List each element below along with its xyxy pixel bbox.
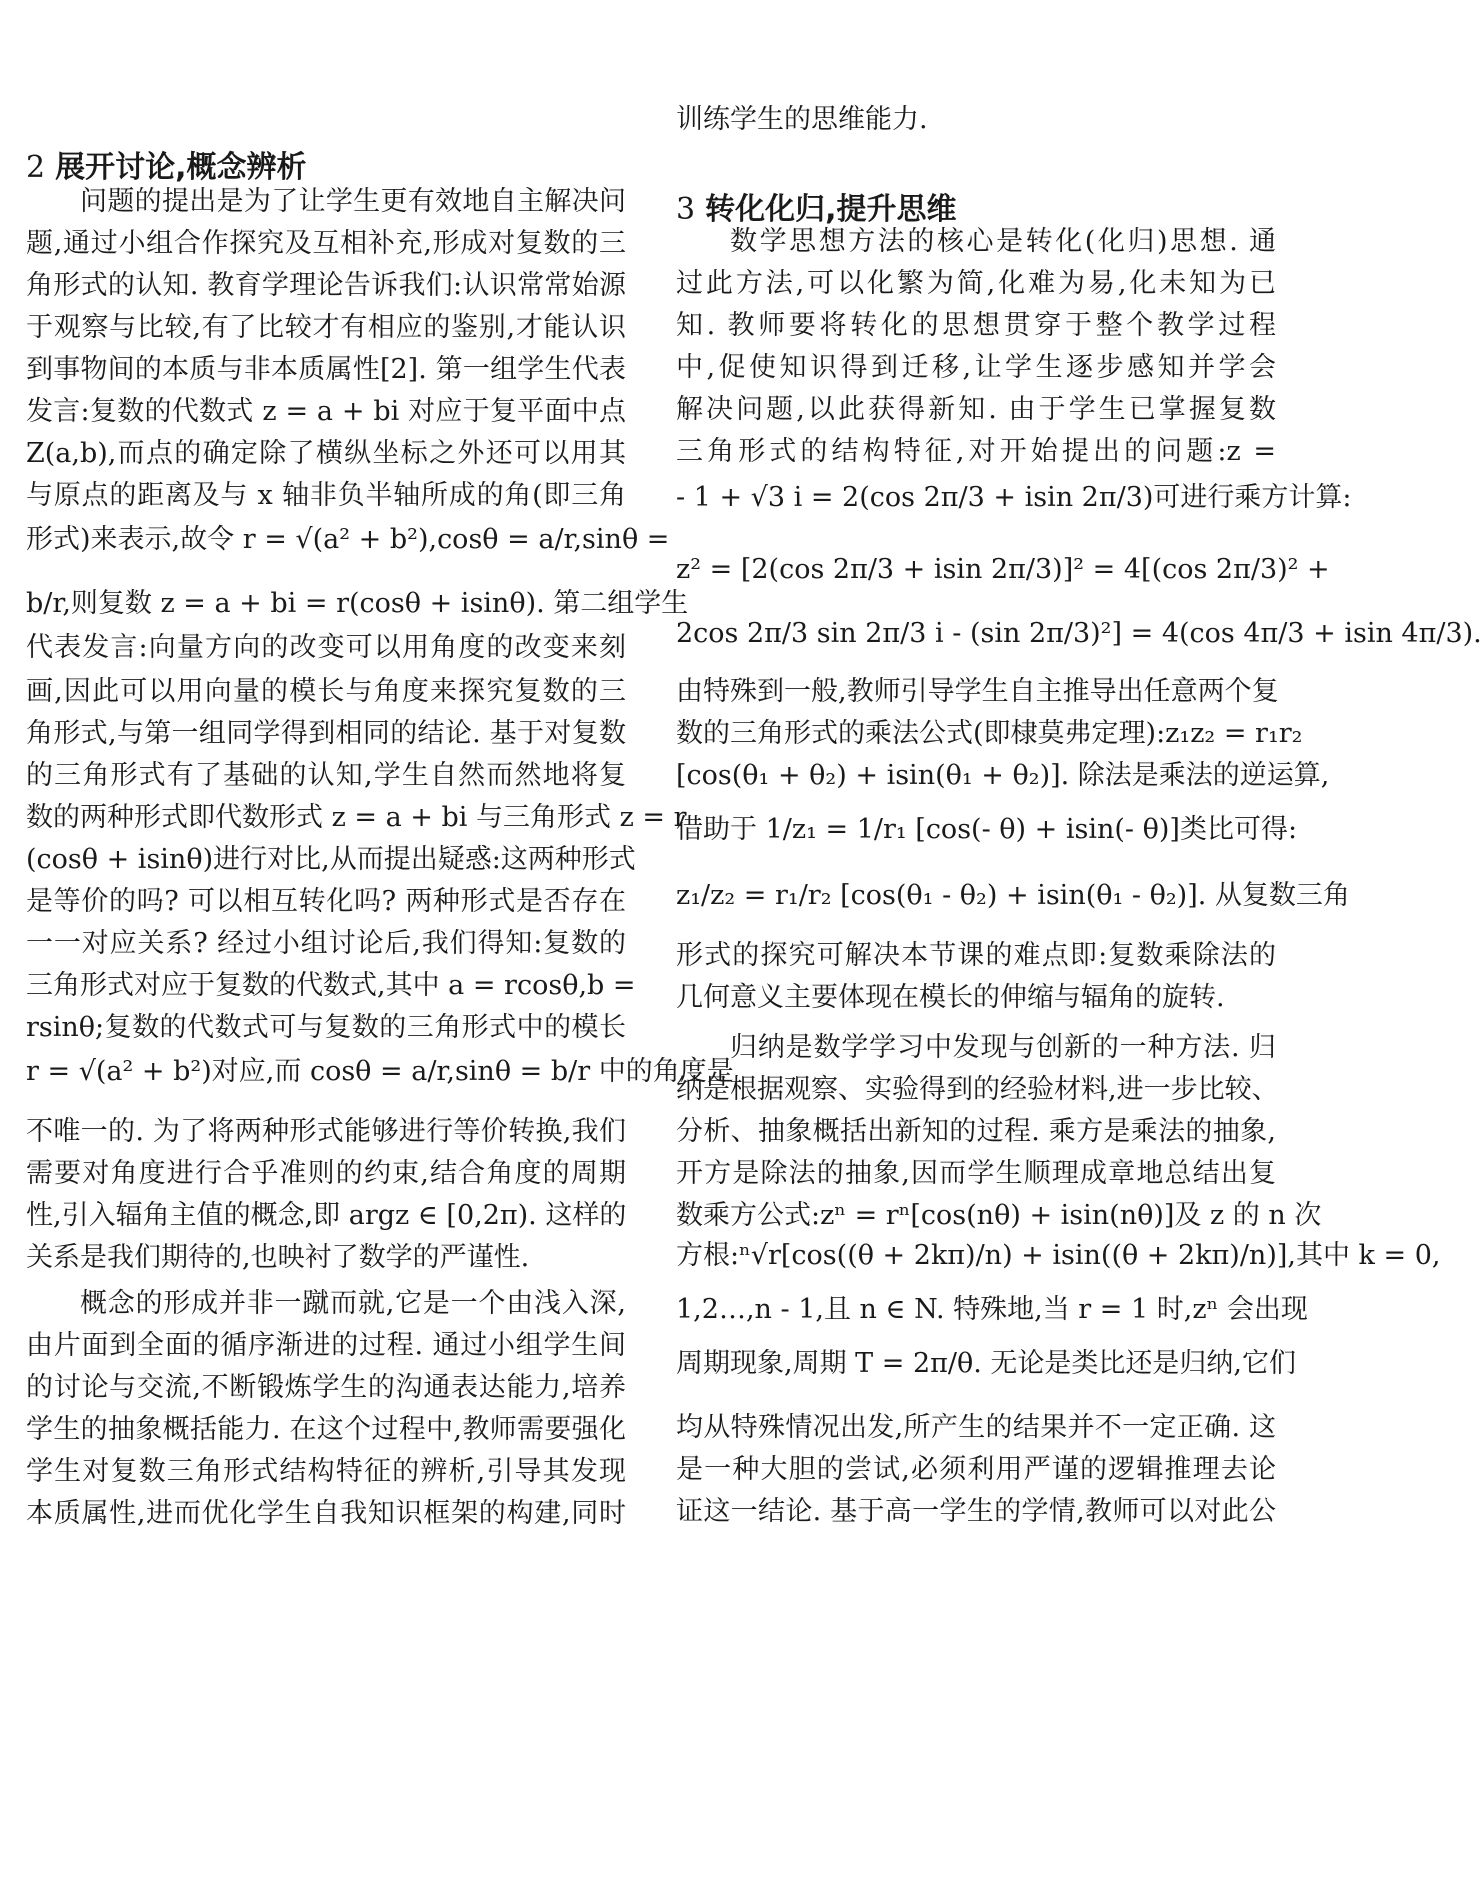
text-line: 分析、抽象概括出新知的过程. 乘方是乘法的抽象, (676, 1116, 1276, 1147)
text-line: z² = [2(cos 2π/3 + isin 2π/3)]² = 4[(cos 2π/3)² + (676, 554, 1330, 585)
text-line: 需要对角度进行合乎准则的约束,结合角度的周期 (26, 1158, 626, 1189)
text-line: 学生的抽象概括能力. 在这个过程中,教师需要强化 (26, 1414, 626, 1445)
section-title: 转化化归,提升思维 (705, 192, 957, 227)
text-line: 归纳是数学学习中发现与创新的一种方法. 归 (730, 1032, 1276, 1063)
text-line: 是一种大胆的尝试,必须利用严谨的逻辑推理去论 (676, 1454, 1276, 1485)
text-line: 本质属性,进而优化学生自我知识框架的构建,同时 (26, 1498, 626, 1529)
text-line: 几何意义主要体现在模长的伸缩与辐角的旋转. (676, 982, 1225, 1013)
text-line: 借助于 1/z₁ = 1/r₁ [cos(- θ) + isin(- θ)]类比可得: (676, 814, 1298, 845)
text-line: - 1 + √3 i = 2(cos 2π/3 + isin 2π/3)可进行乘方计算: (676, 482, 1352, 513)
section-number: 2 (26, 150, 46, 185)
text-line: 数乘方公式:zⁿ = rⁿ[cos(nθ) + isin(nθ)]及 z 的 n 次 (676, 1200, 1322, 1231)
text-line: 数的两种形式即代数形式 z = a + bi 与三角形式 z = r (26, 802, 687, 833)
text-line: 题,通过小组合作探究及互相补充,形成对复数的三 (26, 228, 626, 259)
text-line: 训练学生的思维能力. (676, 104, 928, 135)
text-line: 纳是根据观察、实验得到的经验材料,进一步比较、 (676, 1074, 1279, 1105)
text-line: 知. 教师要将转化的思想贯穿于整个教学过程 (676, 310, 1276, 341)
text-line: [cos(θ₁ + θ₂) + isin(θ₁ + θ₂)]. 除法是乘法的逆运算, (676, 760, 1330, 791)
text-line: 周期现象,周期 T = 2π/θ. 无论是类比还是归纳,它们 (676, 1348, 1296, 1379)
text-line: 问题的提出是为了让学生更有效地自主解决问 (80, 186, 626, 217)
text-line: 角形式,与第一组同学得到相同的结论. 基于对复数 (26, 718, 626, 749)
text-line: 数学思想方法的核心是转化(化归)思想. 通 (730, 226, 1276, 257)
text-line: 均从特殊情况出发,所产生的结果并不一定正确. 这 (676, 1412, 1276, 1443)
text-line: 中,促使知识得到迁移,让学生逐步感知并学会 (676, 352, 1276, 383)
text-line: 形式)来表示,故令 r = √(a² + b²),cosθ = a/r,sinθ = (26, 524, 670, 555)
text-line: 与原点的距离及与 x 轴非负半轴所成的角(即三角 (26, 480, 626, 511)
text-line: 画,因此可以用向量的模长与角度来探究复数的三 (26, 676, 626, 707)
section-title: 展开讨论,概念辨析 (55, 150, 307, 185)
text-line: 三角形式对应于复数的代数式,其中 a = rcosθ,b = (26, 970, 636, 1001)
text-line: 一一对应关系? 经过小组讨论后,我们得知:复数的 (26, 928, 626, 959)
text-line: rsinθ;复数的代数式可与复数的三角形式中的模长 (26, 1012, 626, 1043)
text-line: 2cos 2π/3 sin 2π/3 i - (sin 2π/3)²] = 4(cos 4π/3 + isin 4π/3). (676, 618, 1482, 649)
text-line: 解决问题,以此获得新知. 由于学生已掌握复数 (676, 394, 1276, 425)
text-line: 的三角形式有了基础的认知,学生自然而然地将复 (26, 760, 626, 791)
text-line: 的讨论与交流,不断锻炼学生的沟通表达能力,培养 (26, 1372, 626, 1403)
section-number: 3 (676, 192, 696, 227)
text-line: 过此方法,可以化繁为简,化难为易,化未知为已 (676, 268, 1276, 299)
text-line: 于观察与比较,有了比较才有相应的鉴别,才能认识 (26, 312, 626, 343)
text-line: 由片面到全面的循序渐进的过程. 通过小组学生间 (26, 1330, 626, 1361)
text-line: 开方是除法的抽象,因而学生顺理成章地总结出复 (676, 1158, 1276, 1189)
text-line: 证这一结论. 基于高一学生的学情,教师可以对此公 (676, 1496, 1276, 1527)
text-line: 1,2…,n - 1,且 n ∈ N. 特殊地,当 r = 1 时,zⁿ 会出现 (676, 1294, 1308, 1325)
text-line: 关系是我们期待的,也映衬了数学的严谨性. (26, 1242, 530, 1273)
text-line: 概念的形成并非一蹴而就,它是一个由浅入深, (80, 1288, 626, 1319)
text-line: 由特殊到一般,教师引导学生自主推导出任意两个复 (676, 676, 1279, 707)
text-line: r = √(a² + b²)对应,而 cosθ = a/r,sinθ = b/r 中的角度是 (26, 1056, 734, 1087)
text-line: 形式的探究可解决本节课的难点即:复数乘除法的 (676, 940, 1276, 971)
section-heading-2 (26, 142, 307, 186)
text-line: b/r,则复数 z = a + bi = r(cosθ + isinθ). 第二组学生 (26, 588, 689, 619)
text-line: 角形式的认知. 教育学理论告诉我们:认识常常始源 (26, 270, 626, 301)
text-line: 学生对复数三角形式结构特征的辨析,引导其发现 (26, 1456, 626, 1487)
text-line: 数的三角形式的乘法公式(即棣莫弗定理):z₁z₂ = r₁r₂ (676, 718, 1303, 749)
text-line: 方根:ⁿ√r[cos((θ + 2kπ)/n) + isin((θ + 2kπ)/n)],其中 k = 0, (676, 1240, 1441, 1271)
text-line: 到事物间的本质与非本质属性[2]. 第一组学生代表 (26, 354, 626, 385)
text-line: 三角形式的结构特征,对开始提出的问题:z = (676, 436, 1276, 467)
text-line: 不唯一的. 为了将两种形式能够进行等价转换,我们 (26, 1116, 626, 1147)
text-line: z₁/z₂ = r₁/r₂ [cos(θ₁ - θ₂) + isin(θ₁ - θ₂)]. 从复数三角 (676, 880, 1350, 911)
text-line: 发言:复数的代数式 z = a + bi 对应于复平面中点 (26, 396, 626, 427)
text-line: 代表发言:向量方向的改变可以用角度的改变来刻 (26, 632, 626, 663)
text-line: 是等价的吗? 可以相互转化吗? 两种形式是否存在 (26, 886, 626, 917)
text-line: (cosθ + isinθ)进行对比,从而提出疑惑:这两种形式 (26, 844, 636, 875)
text-line: Z(a,b),而点的确定除了横纵坐标之外还可以用其 (26, 438, 626, 469)
text-line: 性,引入辐角主值的概念,即 argz ∈ [0,2π). 这样的 (26, 1200, 627, 1231)
